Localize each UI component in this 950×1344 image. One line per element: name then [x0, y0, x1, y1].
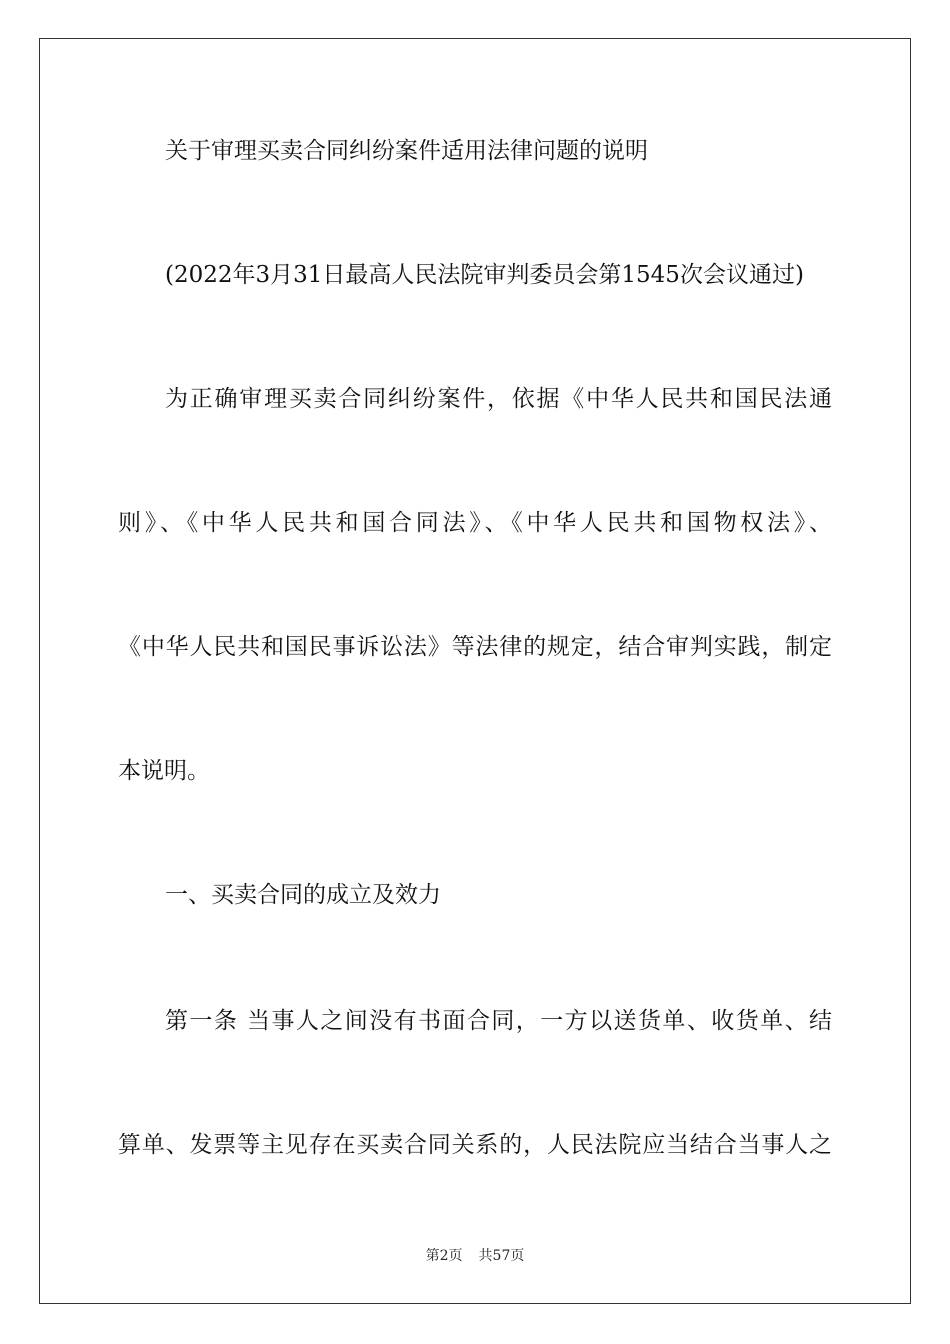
paragraph-line: 《中华人民共和国民事诉讼法》等法律的规定，结合审判实践，制定 — [118, 634, 832, 660]
adoption-note: (2022年3月31日最高人民法院审判委员会第1545次会议通过) — [165, 262, 804, 288]
page-border — [39, 38, 911, 1304]
section-heading: 一、买卖合同的成立及效力 — [165, 882, 441, 908]
paragraph-line: 第一条 当事人之间没有书面合同，一方以送货单、收货单、结 — [165, 1008, 832, 1034]
paragraph-line: 算单、发票等主见存在买卖合同关系的，人民法院应当结合当事人之 — [118, 1132, 832, 1158]
page-footer — [0, 1247, 950, 1265]
paragraph-line: 为正确审理买卖合同纠纷案件，依据《中华人民共和国民法通 — [165, 386, 832, 412]
page-number: 第2页 — [425, 1248, 463, 1264]
paragraph-line: 本说明。 — [118, 758, 210, 784]
paragraph-line: 则》、《中华人民共和国合同法》、《中华人民共和国物权法》、 — [118, 510, 832, 536]
page-total: 共57页 — [478, 1248, 525, 1264]
document-title: 关于审理买卖合同纠纷案件适用法律问题的说明 — [165, 138, 648, 164]
